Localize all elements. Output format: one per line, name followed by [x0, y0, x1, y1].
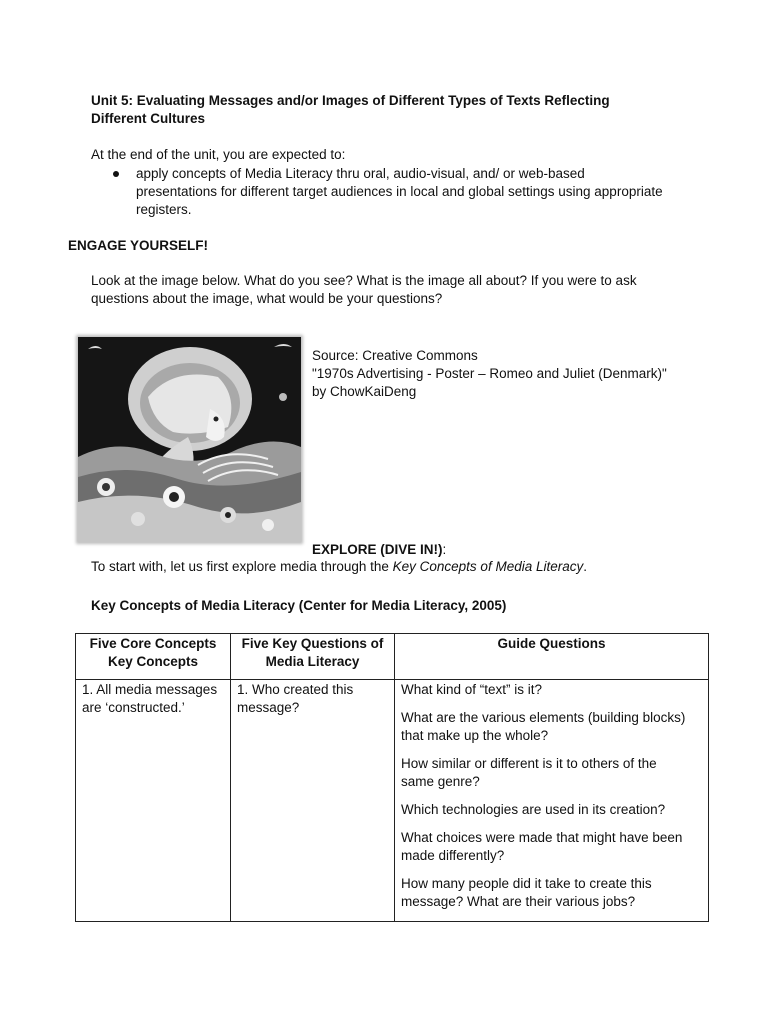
table-title: Key Concepts of Media Literacy (Center for Media Literacy, 2005): [91, 598, 507, 613]
guide-question: How many people did it take to create this message? What are their various jobs?: [401, 876, 652, 909]
header-core-concepts: Five Core Concepts Key Concepts: [76, 634, 231, 680]
guide-question: Which technologies are used in its creation?: [401, 802, 666, 817]
key-concepts-table: [75, 633, 709, 922]
cell-guide-questions: [395, 680, 709, 922]
image-caption: Source: Creative Commons "1970s Advertising - Poster – Romeo and Juliet (Denmark)" by ChowKaiDeng: [312, 348, 667, 399]
engage-heading: ENGAGE YOURSELF!: [68, 238, 209, 253]
explore-text: To start with, let us first explore media through the Key Concepts of Media Literacy.: [91, 559, 588, 574]
poster-illustration: [78, 337, 301, 542]
objective-text: apply concepts of Media Literacy thru oral, audio-visual, and/ or web-based presentations for different target audiences in local and global settings using appropriate registers.: [136, 166, 663, 217]
guide-question: How similar or different is it to others of the same genre?: [401, 756, 657, 789]
header-guide-questions: Guide Questions: [395, 634, 709, 680]
header-key-questions: Five Key Questions of Media Literacy: [231, 634, 395, 680]
engage-prompt: Look at the image below. What do you see? What is the image all about? If you were to ask questions about the image, what would be your questions?: [91, 273, 637, 306]
explore-heading: EXPLORE (DIVE IN!):: [312, 542, 447, 557]
unit-title: Unit 5: Evaluating Messages and/or Images of Different Types of Texts Reflecting Different Cultures: [91, 93, 610, 126]
unit-intro: At the end of the unit, you are expected to:: [91, 147, 346, 162]
table-header-row: [76, 634, 709, 680]
guide-question: What kind of “text” is it?: [401, 682, 543, 697]
cell-question: 1. Who created this message?: [231, 680, 395, 922]
guide-question: What are the various elements (building blocks) that make up the whole?: [401, 710, 686, 743]
bullet-icon: [113, 171, 119, 177]
guide-question: What choices were made that might have been made differently?: [401, 830, 683, 863]
table-row: [76, 680, 709, 922]
cell-concept: 1. All media messages are ‘constructed.’: [76, 680, 231, 922]
poster-image: [78, 337, 301, 542]
